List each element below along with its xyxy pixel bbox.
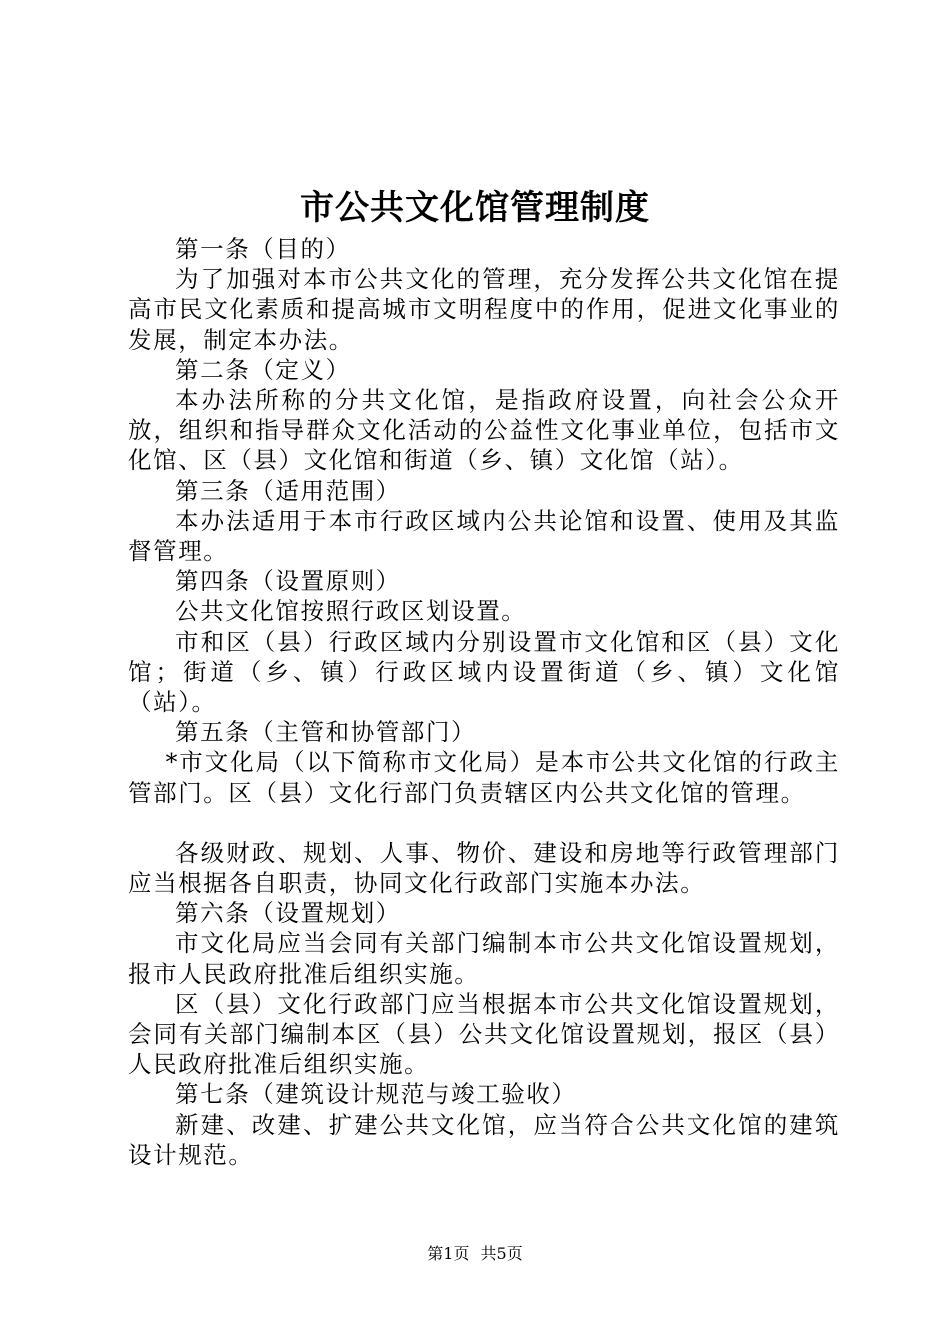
- article-4-heading: 第四条（设置原则）: [175, 567, 401, 596]
- article-4-text-2: 市和区（县）行政区域内分别设置市文化馆和区（县）文化馆；街道（乡、镇）行政区域内设置街道（乡、镇）文化馆（站）。: [128, 627, 840, 717]
- article-2-heading: 第二条（定义）: [175, 355, 351, 384]
- page-number: 第1页: [427, 1244, 470, 1263]
- article-6-text-1: 市文化局应当会同有关部门编制本市公共文化馆设置规划，报市人民政府批准后组织实施。: [128, 929, 840, 988]
- article-4-text-1: 公共文化馆按照行政区划设置。: [175, 597, 527, 626]
- page-footer: [0, 1244, 950, 1264]
- article-3-heading: 第三条（适用范围）: [175, 476, 401, 505]
- article-7-text: 新建、改建、扩建公共文化馆，应当符合公共文化馆的建筑设计规范。: [128, 1110, 840, 1169]
- article-6-text-2: 区（县）文化行政部门应当根据本市公共文化馆设置规划，会同有关部门编制本区（县）公共文化馆设置规划，报区（县）人民政府批准后组织实施。: [128, 989, 840, 1079]
- article-5-heading: 第五条（主管和协管部门）: [175, 718, 477, 747]
- article-1-heading: 第一条（目的）: [175, 235, 351, 263]
- document-body: [128, 234, 840, 1170]
- article-6-heading: 第六条（设置规划）: [175, 899, 401, 928]
- article-1-text: 为了加强对本市公共文化的管理，充分发挥公共文化馆在提高市民文化素质和提高城市文明程度中的作用，促进文化事业的发展，制定本办法。: [128, 265, 840, 354]
- article-2-text: 本办法所称的分共文化馆，是指政府设置，向社会公众开放，组织和指导群众文化活动的公益性文化事业单位，包括市文化馆、区（县）文化馆和街道（乡、镇）文化馆（站）。: [128, 386, 840, 475]
- article-5-text-1: *市文化局（以下简称市文化局）是本市公共文化馆的行政主管部门。区（县）文化行部门负责辖区内公共文化馆的管理。: [128, 748, 840, 807]
- page-total: 共5页: [480, 1244, 523, 1263]
- article-3-text: 本办法适用于本市行政区域内公共论馆和设置、使用及其监督管理。: [128, 506, 840, 566]
- article-7-heading: 第七条（建筑设计规范与竣工验收）: [175, 1080, 577, 1109]
- article-5-text-2: 各级财政、规划、人事、物价、建设和房地等行政管理部门应当根据各自职责，协同文化行政部门实施本办法。: [128, 838, 840, 898]
- document-title: 市公共文化馆管理制度: [300, 188, 650, 228]
